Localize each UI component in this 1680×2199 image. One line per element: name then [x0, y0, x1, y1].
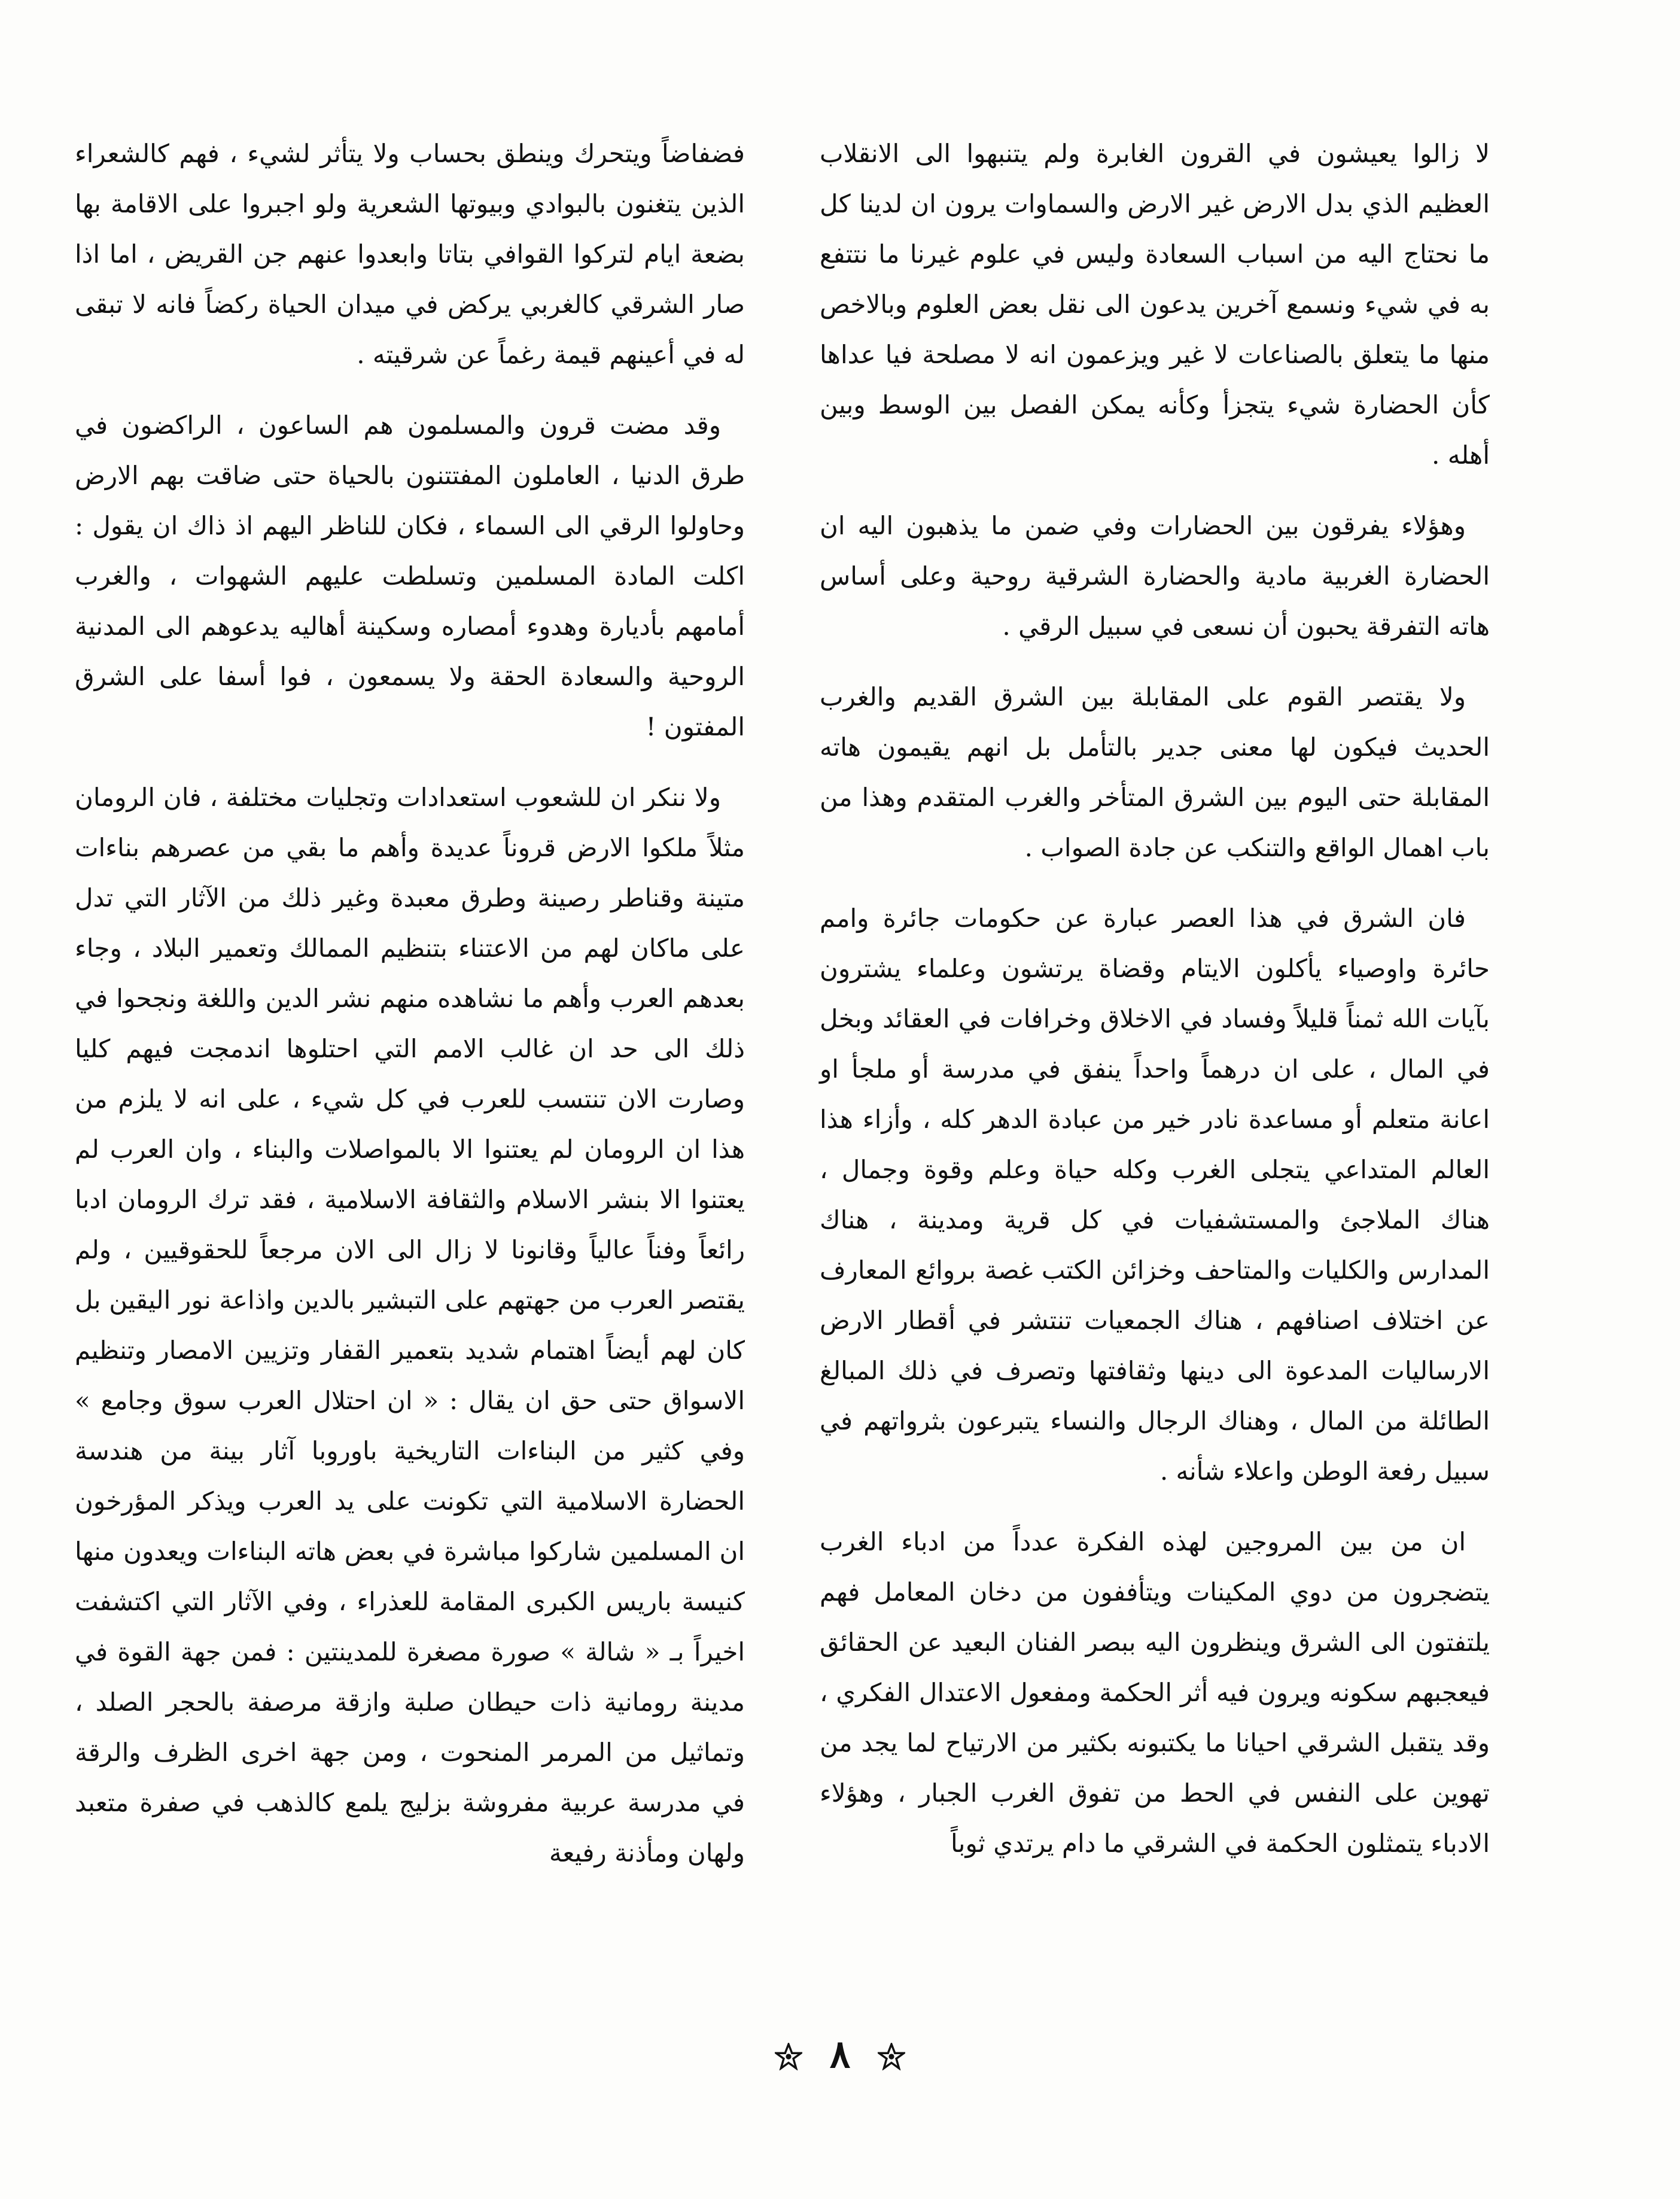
- paragraph: ولا ننكر ان للشعوب استعدادات وتجليات مختلفة ، فان الرومان مثلاً ملكوا الارض قروناً عديدة وأهم ما بقي من عصرهم بناءات متينة وقناطر رصينة وطرق معبدة وغير ذلك من الآثار التي تدل على ماكان لهم من الاعتناء بتنظيم الممالك وتعمير البلاد ، وجاء بعدهم العرب وأهم ما نشاهده منهم نشر الدين واللغة ونجحوا في ذلك الى حد ان غالب الامم التي احتلوها اندمجت فيهم كليا وصارت الان تنتسب للعرب في كل شيء ، على انه لا يلزم من هذا ان الرومان لم يعتنوا الا بالمواصلات والبناء ، وان العرب لم يعتنوا الا بنشر الاسلام والثقافة الاسلامية ، فقد ترك الرومان ادبا رائعاً وفناً عالياً وقانونا لا زال الى الان مرجعاً للحقوقيين ، ولم يقتصر العرب من جهتهم على التبشير بالدين واذاعة نور اليقين بل كان لهم أيضاً اهتمام شديد بتعمير القفار وتزيين الامصار وتنظيم الاسواق حتى حق ان يقال : « ان احتلال العرب سوق وجامع » وفي كثير من البناءات التاريخية باوروبا آثار بينة من هندسة الحضارة الاسلامية التي تكونت على يد العرب ويذكر المؤرخون ان المسلمين شاركوا مباشرة في بعض هاته البناءات ويعدون منها كنيسة باريس الكبرى المقامة للعذراء ، وفي الآثار التي اكتشفت اخيراً بـ « شالة » صورة مصغرة للمدينتين : فمن جهة القوة في مدينة رومانية ذات حيطان صلبة وازقة مرصفة بالحجر الصلد ، وتماثيل من المرمر المنحوت ، ومن جهة اخرى الظرف والرقة في مدرسة عربية مفروشة بزليج يلمع كالذهب في صفرة متعبد ولهان ومأذنة رفيعة: [75, 783, 745, 1868]
- star-ornament-icon: [775, 2031, 802, 2079]
- left-text-column: [75, 129, 745, 1899]
- page-number: ٨: [829, 2031, 851, 2077]
- star-ornament-icon: [878, 2031, 905, 2079]
- paragraph: وهؤلاء يفرقون بين الحضارات وفي ضمن ما يذهبون اليه ان الحضارة الغربية مادية والحضارة الشرقية روحية وعلى أساس هاته التفرقة يحبون أن نسعى في سبيل الرقي .: [820, 511, 1490, 641]
- paragraph: لا زالوا يعيشون في القرون الغابرة ولم يتنبهوا الى الانقلاب العظيم الذي بدل الارض غير الارض والسماوات يرون ان لدينا كل ما نحتاج اليه من اسباب السعادة وليس في علوم غيرنا ما نتتفع به في شيء ونسمع آخرين يدعون الى نقل بعض العلوم وبالاخص منها ما يتعلق بالصناعات لا غير ويزعمون انه لا مصلحة فيا عداها كأن الحضارة شيء يتجزأ وكأنه يمكن الفصل بين الوسط وبين أهله .: [820, 139, 1490, 470]
- paragraph: فان الشرق في هذا العصر عبارة عن حكومات جائرة وامم حائرة واوصياء يأكلون الايتام وقضاة يرتشون وعلماء يشترون بآيات الله ثمناً قليلاً وفساد في الاخلاق وخرافات في العقائد وبخل في المال ، على ان درهماً واحداً ينفق في مدرسة أو ملجأ او اعانة متعلم أو مساعدة نادر خير من عبادة الدهر كله ، وأزاء هذا العالم المتداعي يتجلى الغرب وكله حياة وعلم وقوة وجمال ، هناك الملاجئ والمستشفيات في كل قرية ومدينة ، هناك المدارس والكليات والمتاحف وخزائن الكتب غصة بروائع المعارف عن اختلاف اصنافهم ، هناك الجمعيات تنتشر في أقطار الارض الارساليات المدعوة الى دينها وثقافتها وتصرف في ذلك المبالغ الطائلة من المال ، وهناك الرجال والنساء يتبرعون بثرواتهم في سبيل رفعة الوطن واعلاء شأنه .: [820, 904, 1490, 1486]
- paragraph: وقد مضت قرون والمسلمون هم الساعون ، الراكضون في طرق الدنيا ، العاملون المفتتنون بالحياة حتى ضاقت بهم الارض وحاولوا الرقي الى السماء ، فكان للناظر اليهم اذ ذاك ان يقول : اكلت المادة المسلمين وتسلطت عليهم الشهوات ، والغرب أمامهم بأديارة وهدوء أمصاره وسكينة أهاليه يدعوهم الى المدنية الروحية والسعادة الحقة ولا يسمعون ، فوا أسفا على الشرق المفتون !: [75, 410, 745, 741]
- paragraph: فضفاضاً ويتحرك وينطق بحساب ولا يتأثر لشيء ، فهم كالشعراء الذين يتغنون بالبوادي وبيوتها الشعرية ولو اجبروا على الاقامة بها بضعة ايام لتركوا القوافي بتاتا وابعدوا عنهم جن القريض ، اما اذا صار الشرقي كالغربي يركض في ميدان الحياة ركضاً فانه لا تبقى له في أعينهم قيمة رغماً عن شرقيته .: [75, 139, 745, 369]
- paragraph: ان من بين المروجين لهذه الفكرة عدداً من ادباء الغرب يتضجرون من دوي المكينات ويتأففون من دخان المعامل فهم يلتفتون الى الشرق وينظرون اليه ببصر الفنان البعيد عن الحقائق فيعجبهم سكونه ويرون فيه أثر الحكمة ومفعول الاعتدال الفكري ، وقد يتقبل الشرقي احيانا ما يكتبونه بكثير من الارتياح لما يجد من تهوين على النفس في الحط من تفوق الغرب الجبار ، وهؤلاء الادباء يتمثلون الحكمة في الشرقي ما دام يرتدي ثوباً: [820, 1527, 1490, 1858]
- right-text-column: [820, 129, 1490, 1889]
- paragraph: ولا يقتصر القوم على المقابلة بين الشرق القديم والغرب الحديث فيكون لها معنى جدير بالتأمل بل انهم يقيمون هاته المقابلة حتى اليوم بين الشرق المتأخر والغرب المتقدم وهذا من باب اهمال الواقع والتنكب عن جادة الصواب .: [820, 682, 1490, 862]
- page-footer: [0, 2028, 1680, 2079]
